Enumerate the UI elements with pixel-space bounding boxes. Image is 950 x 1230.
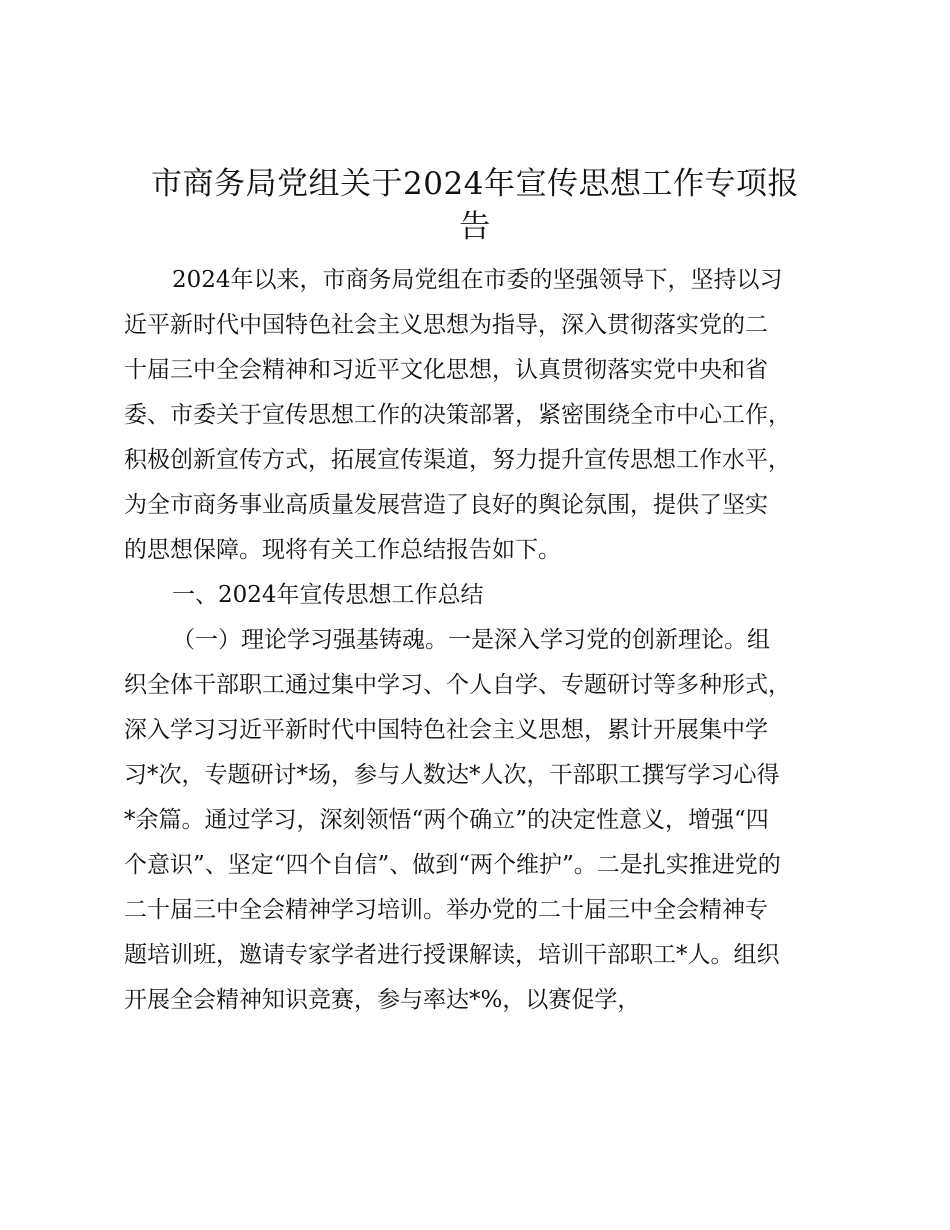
paragraph-line: 2024年以来，市商务局党组在市委的坚强领导下，坚持以习 xyxy=(172,267,783,293)
document-title xyxy=(118,163,832,249)
paragraph-line: 题培训班，邀请专家学者进行授课解读，培训干部职工*人。组织 xyxy=(124,942,780,968)
paragraph-line: 的思想保障。现将有关工作总结报告如下。 xyxy=(124,537,561,563)
paragraph-line: 十届三中全会精神和习近平文化思想，认真贯彻落实党中央和省 xyxy=(124,357,768,383)
theory-study-paragraph xyxy=(124,618,864,1023)
paragraph-line: 个意识”、坚定“四个自信”、做到“两个维护”。二是扎实推进党的 xyxy=(124,852,781,878)
paragraph-line: 二十届三中全会精神学习培训。举办党的二十届三中全会精神专 xyxy=(124,897,768,923)
paragraph-line: 为全市商务事业高质量发展营造了良好的舆论氛围，提供了坚实 xyxy=(124,492,768,518)
paragraph-line: 开展全会精神知识竞赛，参与率达*%，以赛促学， xyxy=(124,987,641,1013)
paragraph-line: 积极创新宣传方式，拓展宣传渠道，努力提升宣传思想工作水平， xyxy=(124,447,791,473)
title-line: 告 xyxy=(459,209,491,245)
paragraph-line: （一）理论学习强基铸魂。一是深入学习党的创新理论。组 xyxy=(172,627,770,653)
paragraph-line: 深入学习习近平新时代中国特色社会主义思想，累计开展集中学 xyxy=(124,717,768,743)
paragraph-line: *余篇。通过学习，深刻领悟“两个确立”的决定性意义，增强“四 xyxy=(124,807,769,833)
section-heading xyxy=(124,573,864,618)
intro-paragraph xyxy=(124,258,864,573)
document-body xyxy=(124,258,864,1023)
paragraph-line: 织全体干部职工通过集中学习、个人自学、专题研讨等多种形式， xyxy=(124,672,791,698)
title-line: 市商务局党组关于2024年宣传思想工作专项报 xyxy=(151,166,799,202)
paragraph-line: 近平新时代中国特色社会主义思想为指导，深入贯彻落实党的二 xyxy=(124,312,768,338)
section-heading-text: 一、2024年宣传思想工作总结 xyxy=(172,582,484,608)
paragraph-line: 委、市委关于宣传思想工作的决策部署，紧密围绕全市中心工作， xyxy=(124,402,791,428)
paragraph-line: 习*次，专题研讨*场，参与人数达*人次，干部职工撰写学习心得 xyxy=(124,762,780,788)
